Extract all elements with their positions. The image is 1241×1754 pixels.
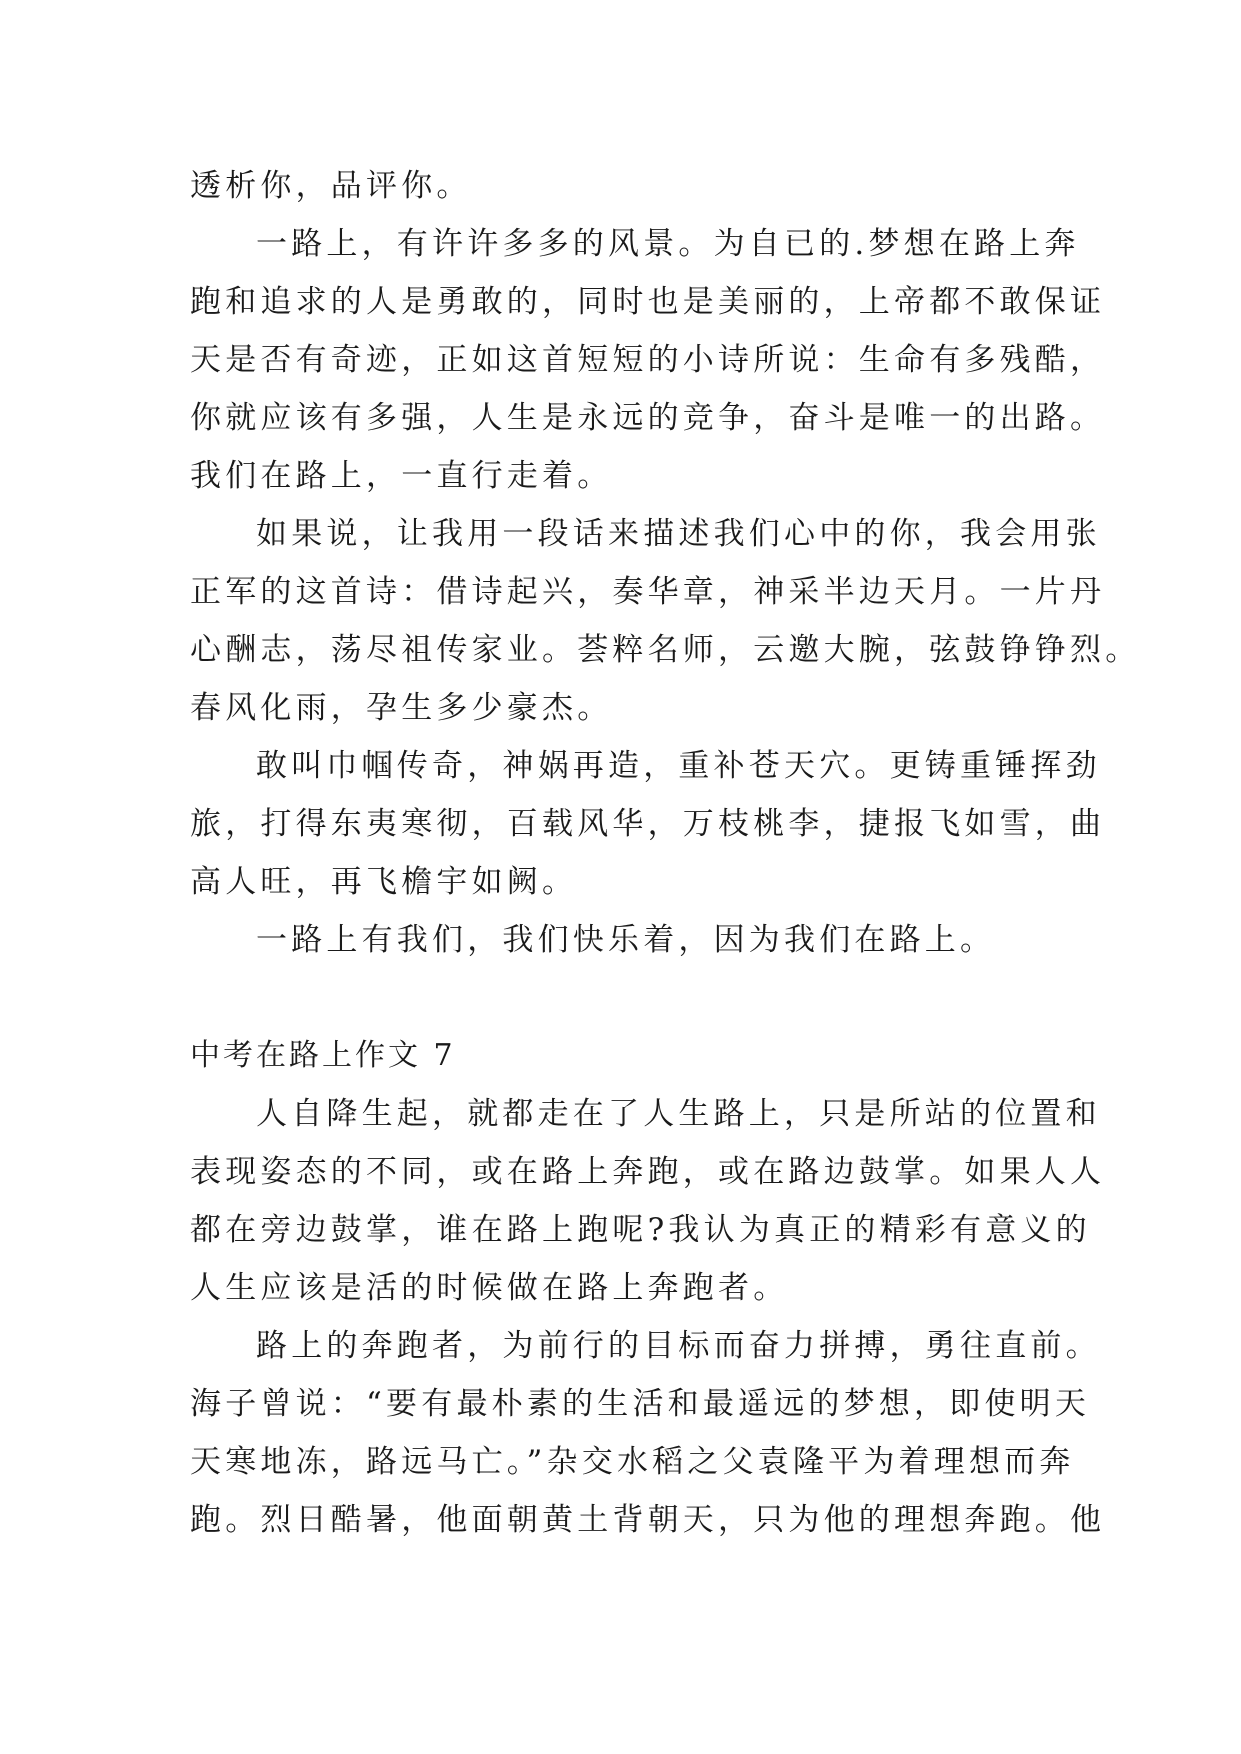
paragraph-first-line: 如果说，让我用一段话来描述我们心中的你，我会用张 [256,516,1101,552]
text-line: 天是否有奇迹，正如这首短短的小诗所说：生命有多残酷， [190,342,1106,378]
text-line: 我们在路上，一直行走着。 [190,458,613,494]
paragraph-first-line: 一路上，有许许多多的风景。为自已的.梦想在路上奔 [256,226,1080,262]
paragraph-first-line: 人自降生起，就都走在了人生路上，只是所站的位置和 [256,1096,1101,1132]
text-line: 跑。烈日酷暑，他面朝黄土背朝天，只为他的理想奔跑。他 [190,1502,1106,1538]
text-line: 表现姿态的不同，或在路上奔跑，或在路边鼓掌。如果人人 [190,1154,1106,1190]
paragraph-first-line: 敢叫巾帼传奇，神娲再造，重补苍天穴。更铸重锤挥劲 [256,748,1101,784]
text-line: 心酬志，荡尽祖传家业。荟粹名师，云邀大腕，弦鼓铮铮烈。 [190,632,1141,668]
paragraph-first-line: 路上的奔跑者，为前行的目标而奋力拼搏，勇往直前。 [256,1328,1101,1364]
text-line: 旅，打得东夷寒彻，百载风华，万枝桃李，捷报飞如雪，曲 [190,806,1106,842]
text-line: 你就应该有多强，人生是永远的竞争，奋斗是唯一的出路。 [190,400,1106,436]
text-line: 春风化雨，孕生多少豪杰。 [190,690,613,726]
text-line: 高人旺，再飞檐宇如阙。 [190,864,578,900]
text-line: 天寒地冻，路远马亡。”杂交水稻之父袁隆平为着理想而奔 [190,1444,1075,1480]
section-heading: 中考在路上作文 7 [190,1038,456,1073]
text-line: 都在旁边鼓掌，谁在路上跑呢?我认为真正的精彩有意义的 [190,1212,1091,1248]
text-line: 正军的这首诗：借诗起兴，奏华章，神采半边天月。一片丹 [190,574,1106,610]
text-line: 人生应该是活的时候做在路上奔跑者。 [190,1270,789,1306]
text-line: 海子曾说：“要有最朴素的生活和最遥远的梦想，即使明天 [190,1386,1091,1422]
text-line: 跑和追求的人是勇敢的，同时也是美丽的，上帝都不敢保证 [190,284,1106,320]
paragraph-first-line: 一路上有我们，我们快乐着，因为我们在路上。 [256,922,996,958]
text-line: 透析你，品评你。 [190,168,472,204]
